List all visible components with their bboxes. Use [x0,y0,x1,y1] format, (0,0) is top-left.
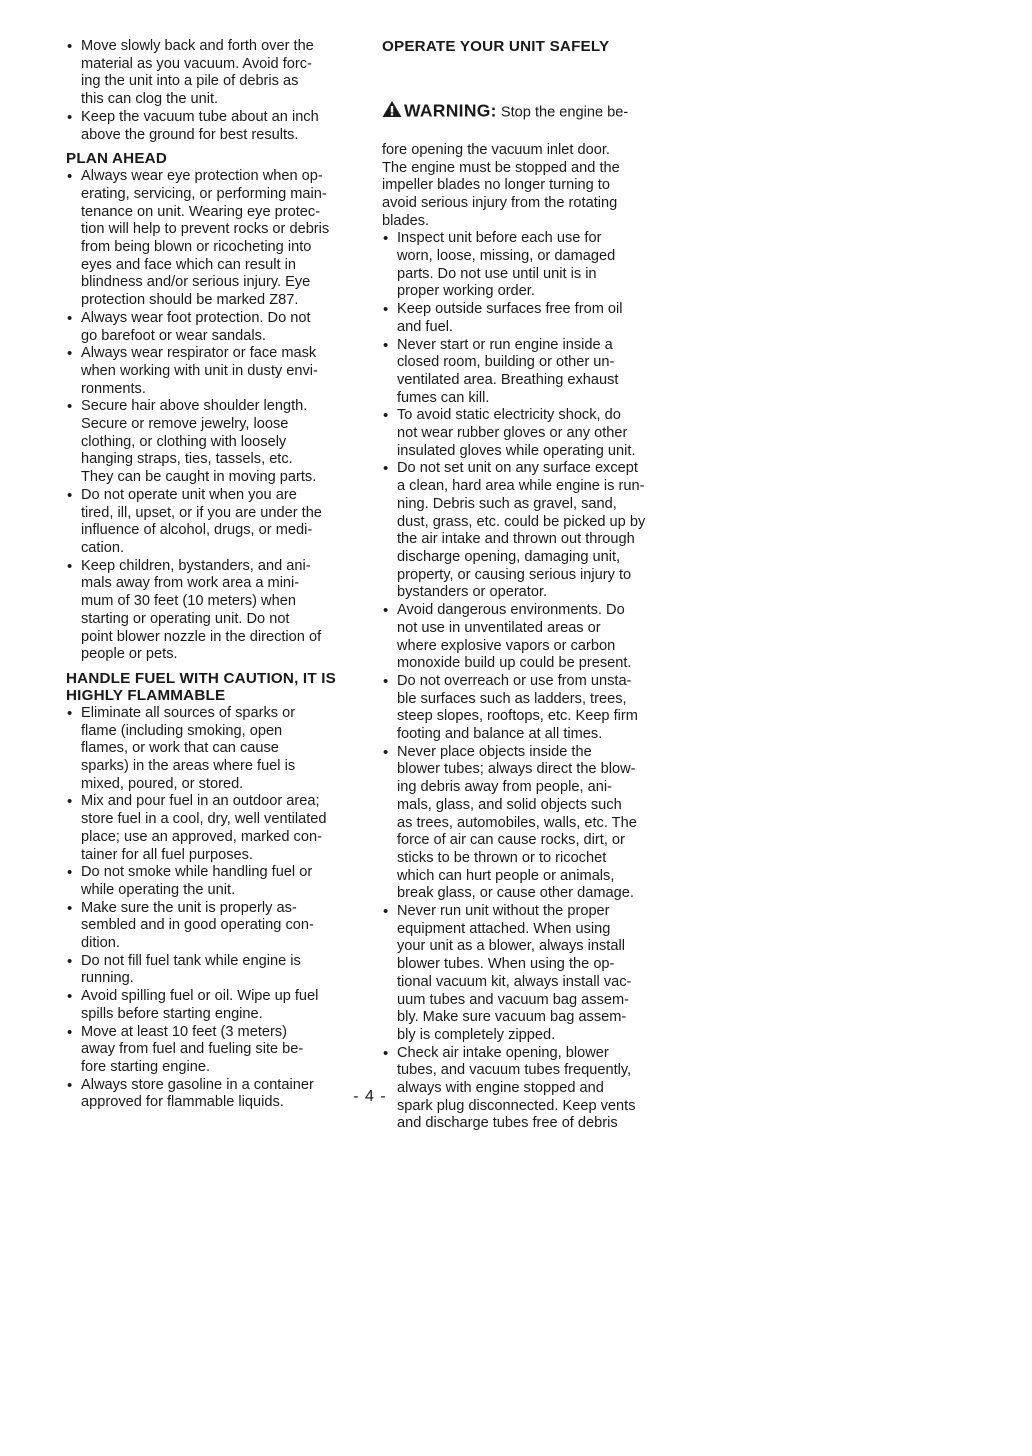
fuel-caution-heading: HANDLE FUEL WITH CAUTION, IT IS HIGHLY FLAMMABLE [66,669,337,704]
list-item: • Eliminate all sources of sparks or flame (including smoking, open flames, or work that can cause sparks) in the areas where fuel is mixed, poured, or stored. [66,705,358,794]
operate-safely-list [382,230,674,1133]
list-item: • Do not smoke while handling fuel or while operating the unit. [66,864,358,899]
warning-first-line: Stop the engine be- [496,104,629,121]
list-item: • Keep the vacuum tube about an inch above the ground for best results. [66,109,358,144]
list-item: • Always wear foot protection. Do not go barefoot or wear sandals. [66,310,358,345]
list-item: • Move at least 10 feet (3 meters) away from fuel and fueling site be- fore starting engine. [66,1024,358,1077]
plan-ahead-heading: PLAN AHEAD [66,150,168,168]
list-item: • Always wear eye protection when op- erating, servicing, or performing main- tenance on unit. Wearing eye protec- tion will help to prevent rocks or debris from being blown or ricocheting into eyes and face which can result in blindness and/or serious injury. Eye protection should be marked Z87. [66,168,358,310]
fuel-caution-list [66,705,358,1112]
list-item: • Do not operate unit when you are tired, ill, upset, or if you are under the influence of alcohol, drugs, or medi- cation. [66,487,358,558]
list-item: • Never run unit without the proper equipment attached. When using your unit as a blower, always install blower tubes. When using the op- tional vacuum kit, always install vac- uum tubes and vacuum bag assem- bly. Make sure vacuum bag assem- bly is completely zipped. [382,903,674,1045]
list-item: • Do not overreach or use from unsta- ble surfaces such as ladders, trees, steep slopes, rooftops, etc. Keep firm footing and balance at all times. [382,673,674,744]
intro-list [66,38,358,144]
warning-triangle-icon [382,83,402,124]
list-item: • Move slowly back and forth over the material as you vacuum. Avoid forc- ing the unit into a pile of debris as this can clog the unit. [66,38,358,109]
list-item: • Keep children, bystanders, and ani- mals away from work area a mini- mum of 30 feet (10 meters) when starting or operating unit. Do not point blower nozzle in the direction of people or pets. [66,558,358,664]
list-item: • Avoid dangerous environments. Do not use in unventilated areas or where explosive vapors or carbon monoxide build up could be present. [382,602,674,673]
list-item: • Make sure the unit is properly as- sembled and in good operating con- dition. [66,900,358,953]
warning-label: WARNING: [404,100,497,121]
list-item: • Inspect unit before each use for worn, loose, missing, or damaged parts. Do not use until unit is in proper working order. [382,230,674,301]
warning-text: fore opening the vacuum inlet door. The engine must be stopped and the impeller blades no longer turning to avoid serious injury from the rotating blades. [382,141,620,229]
list-item: • Keep outside surfaces free from oil and fuel. [382,301,674,336]
left-column [66,38,358,1112]
list-item: • Secure hair above shoulder length. Secure or remove jewelry, loose clothing, or clothing with loosely hanging straps, ties, tassels, etc. They can be caught in moving parts. [66,398,358,487]
list-item: • Always wear respirator or face mask when working with unit in dusty envi- ronments. [66,345,358,398]
list-item: • Check air intake opening, blower tubes, and vacuum tubes frequently, always with engine stopped and spark plug disconnected. Keep vents and discharge tubes free of debris [382,1045,674,1134]
list-item: • Always store gasoline in a container approved for flammable liquids. [66,1077,358,1112]
list-item: • Avoid spilling fuel or oil. Wipe up fuel spills before starting engine. [66,988,358,1023]
right-column [382,38,674,1133]
page-number: - 4 - [353,1088,387,1105]
list-item: • Never place objects inside the blower tubes; always direct the blow- ing debris away from people, ani- mals, glass, and solid objects such as trees, automobiles, walls, etc. The force of air can cause rocks, dirt, or sticks to be thrown or to ricochet which can hurt people or animals, break glass, or cause other damage. [382,744,674,903]
plan-ahead-list [66,168,358,664]
list-item: • Do not set unit on any surface except a clean, hard area while engine is run- ning. Debris such as gravel, sand, dust, grass, etc. could be picked up by the air intake and thrown out through discharge opening, damaging unit, property, or causing serious injury to bystanders or operator. [382,460,674,602]
warning-block [382,65,674,230]
list-item: • To avoid static electricity shock, do not wear rubber gloves or any other insulated gloves while operating unit. [382,407,674,460]
list-item: • Never start or run engine inside a closed room, building or other un- ventilated area. Breathing exhaust fumes can kill. [382,337,674,408]
operate-safely-heading: OPERATE YOUR UNIT SAFELY [382,38,610,55]
list-item: • Do not fill fuel tank while engine is running. [66,953,358,988]
list-item: • Mix and pour fuel in an outdoor area; store fuel in a cool, dry, well ventilated place; use an approved, marked con- tainer for all fuel purposes. [66,793,358,864]
